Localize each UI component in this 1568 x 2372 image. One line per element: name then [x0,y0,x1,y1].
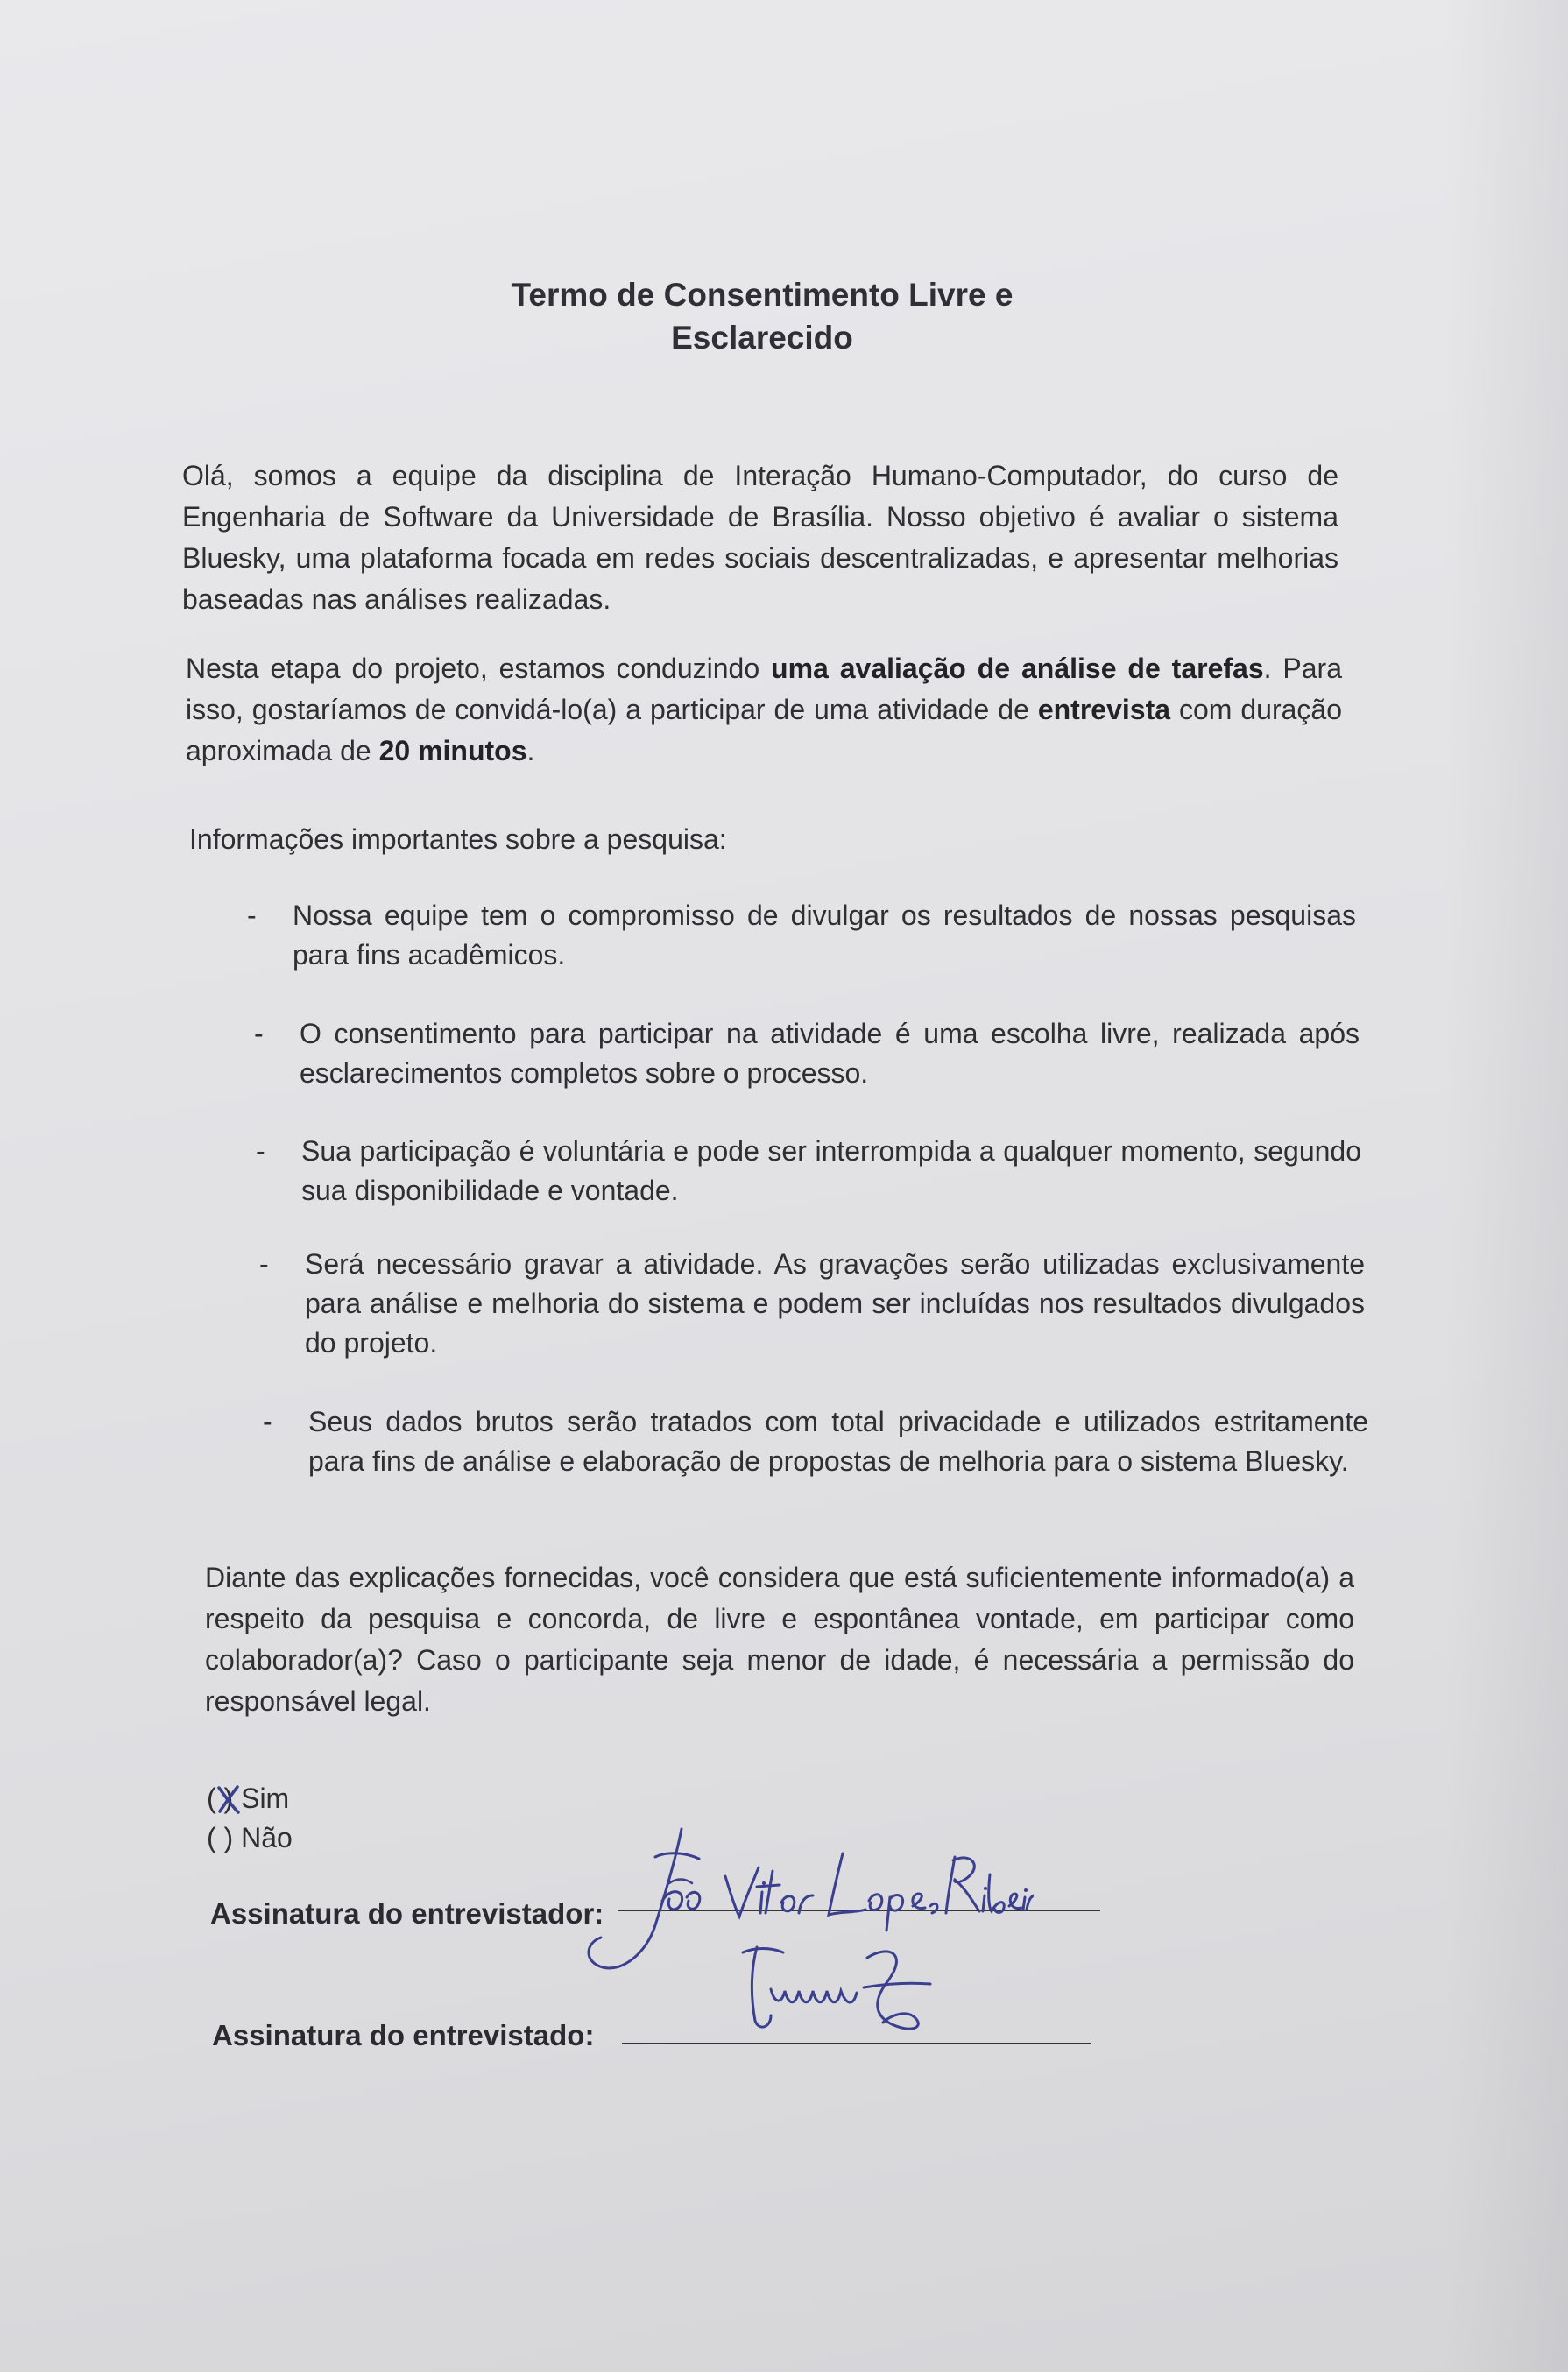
stage-bold-duration: 20 minutos [378,735,527,766]
interviewee-signature-label: Assinatura do entrevistado: [212,2019,595,2051]
stage-text-2: . Para isso, gostaríamos de convidá-lo(a) a participar de uma atividade de [186,653,1343,725]
option-yes-label: Sim [241,1783,290,1814]
option-no[interactable] [207,1818,293,1857]
interviewer-signature-label: Assinatura do entrevistador: [210,1897,604,1930]
interviewee-signature-line[interactable] [622,2043,1091,2044]
document-title-line-2: Esclarecido [671,320,853,356]
bullet-item [254,1014,1360,1093]
stage-text-1: Nesta etapa do projeto, estamos conduzindo [186,653,772,684]
stage-text-4: . [526,735,535,766]
bullet-dash: - [263,1406,272,1437]
interviewer-signature-line[interactable] [618,1910,1100,1911]
bullet-text: O consentimento para participar na atividade é uma escolha livre, realizada após esclarecimentos completos sobre o processo. [300,1018,1360,1089]
bullet-dash: - [254,1018,264,1049]
bullet-text: Será necessário gravar a atividade. As gravações serão utilizadas exclusivamente para análise e melhoria do sistema e podem ser incluídas nos resultados divulgados do projeto. [305,1248,1365,1359]
interviewer-signature-icon [578,1822,1034,1988]
stage-text-3: com duração aproximada de [186,694,1342,766]
bullet-dash: - [247,900,257,931]
bullet-item [247,896,1356,975]
stage-bold-interview: entrevista [1037,694,1171,725]
bullet-item [259,1245,1365,1363]
interviewee-signature-icon [736,1940,946,2037]
bullet-dash: - [256,1135,265,1167]
option-no-label: Não [241,1822,293,1853]
bullet-item [256,1132,1361,1211]
info-heading: Informações importantes sobre a pesquisa: [189,823,727,855]
bullet-item [263,1402,1368,1481]
document-title [0,273,1524,359]
option-yes-box[interactable]: ( ) [207,1783,234,1814]
bullet-text: Nossa equipe tem o compromisso de divulgar os resultados de nossas pesquisas para fins acadêmicos. [293,900,1356,971]
bullet-dash: - [259,1248,269,1280]
bullet-text: Seus dados brutos serão tratados com total privacidade e utilizados estritamente para fins de análise e elaboração de propostas de melhoria para o sistema Bluesky. [308,1406,1368,1477]
intro-paragraph: Olá, somos a equipe da disciplina de Interação Humano-Computador, do curso de Engenharia de Software da Universidade de Brasília. Nosso objetivo é avaliar o sistema Bluesky, uma plataforma focada em redes sociais descentralizadas, e apresentar melhorias baseadas nas análises realizadas. [182,460,1338,615]
document-title-line-1: Termo de Consentimento Livre e [511,277,1014,313]
bullet-text: Sua participação é voluntária e pode ser interrompida a qualquer momento, segundo sua disponibilidade e vontade. [301,1135,1361,1206]
consent-question: Diante das explicações fornecidas, você considera que está suficientemente informado(a) a respeito da pesquisa e concorda, de livre e espontânea vontade, em participar como colaborador(a)? Caso o participante seja menor de idade, é necessária a permissão do responsável legal. [205,1562,1354,1717]
option-no-box[interactable]: ( ) [207,1822,234,1853]
option-yes[interactable] [207,1779,289,1818]
stage-bold-evaluation: uma avaliação de análise de tarefas [771,653,1264,684]
stage-paragraph [186,648,1342,772]
